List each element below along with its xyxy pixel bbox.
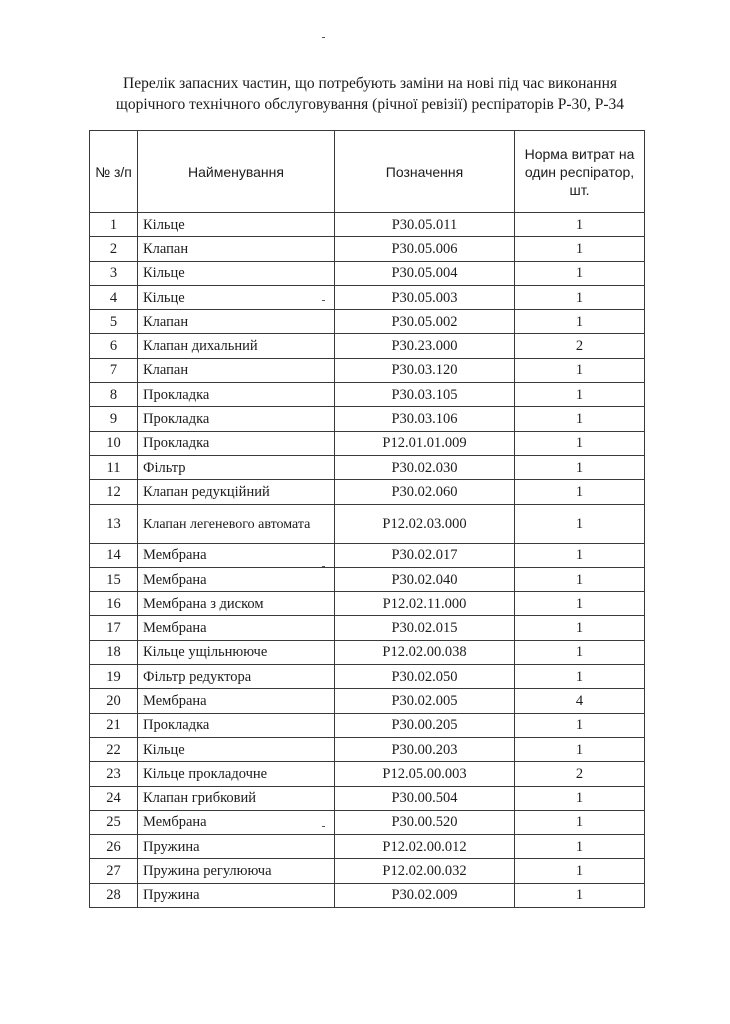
part-code: Р12.02.03.000 xyxy=(335,504,515,543)
table-row xyxy=(90,616,645,640)
part-code: Р30.02.017 xyxy=(335,543,515,567)
part-quantity: 1 xyxy=(515,665,645,689)
table-row xyxy=(90,237,645,261)
row-number: 2 xyxy=(90,237,138,261)
row-number: 11 xyxy=(90,455,138,479)
part-code: Р30.05.002 xyxy=(335,310,515,334)
part-code: Р30.02.060 xyxy=(335,480,515,504)
row-number: 27 xyxy=(90,859,138,883)
spare-parts-table xyxy=(89,130,645,908)
table-row xyxy=(90,334,645,358)
row-number: 4 xyxy=(90,285,138,309)
row-number: 10 xyxy=(90,431,138,455)
part-quantity: 1 xyxy=(515,237,645,261)
table-row xyxy=(90,543,645,567)
part-quantity: 1 xyxy=(515,713,645,737)
part-code: Р30.02.050 xyxy=(335,665,515,689)
header-num: № з/п xyxy=(90,131,138,213)
table-row xyxy=(90,640,645,664)
part-quantity: 1 xyxy=(515,567,645,591)
part-code: Р30.03.105 xyxy=(335,383,515,407)
row-number: 7 xyxy=(90,358,138,382)
row-number: 23 xyxy=(90,762,138,786)
table-row xyxy=(90,665,645,689)
row-number: 22 xyxy=(90,737,138,761)
table-row xyxy=(90,480,645,504)
part-code: Р30.05.004 xyxy=(335,261,515,285)
row-number: 1 xyxy=(90,213,138,237)
part-name: Клапан грибковий xyxy=(138,786,335,810)
part-code: Р30.02.015 xyxy=(335,616,515,640)
part-name: Кільце xyxy=(138,285,335,309)
part-code: Р30.03.106 xyxy=(335,407,515,431)
table-row xyxy=(90,567,645,591)
row-number: 16 xyxy=(90,592,138,616)
part-code: Р30.02.030 xyxy=(335,455,515,479)
part-code: Р30.02.040 xyxy=(335,567,515,591)
part-name: Кільце ущільнююче xyxy=(138,640,335,664)
table-row xyxy=(90,737,645,761)
part-quantity: 1 xyxy=(515,310,645,334)
part-code: Р30.05.003 xyxy=(335,285,515,309)
part-quantity: 1 xyxy=(515,786,645,810)
part-quantity: 1 xyxy=(515,859,645,883)
part-name: Мембрана xyxy=(138,689,335,713)
row-number: 8 xyxy=(90,383,138,407)
part-quantity: 1 xyxy=(515,431,645,455)
table-row xyxy=(90,883,645,907)
part-code: Р30.05.011 xyxy=(335,213,515,237)
header-code: Позначення xyxy=(335,131,515,213)
part-quantity: 4 xyxy=(515,689,645,713)
row-number: 20 xyxy=(90,689,138,713)
part-name: Мембрана xyxy=(138,567,335,591)
table-row xyxy=(90,592,645,616)
table-row xyxy=(90,810,645,834)
part-name: Фільтр редуктора xyxy=(138,665,335,689)
part-code: Р30.05.006 xyxy=(335,237,515,261)
part-quantity: 1 xyxy=(515,407,645,431)
part-quantity: 1 xyxy=(515,737,645,761)
table-row xyxy=(90,431,645,455)
part-quantity: 1 xyxy=(515,616,645,640)
table-row xyxy=(90,786,645,810)
row-number: 25 xyxy=(90,810,138,834)
part-quantity: 2 xyxy=(515,334,645,358)
part-name: Прокладка xyxy=(138,713,335,737)
table-row xyxy=(90,383,645,407)
table-row xyxy=(90,504,645,543)
document-title xyxy=(60,73,680,115)
table-row xyxy=(90,762,645,786)
row-number: 21 xyxy=(90,713,138,737)
part-name: Пружина xyxy=(138,835,335,859)
title-line-1: Перелік запасних частин, що потребують заміни на нові під час виконання xyxy=(123,75,617,92)
part-name: Пружина регулююча xyxy=(138,859,335,883)
part-code: Р30.00.520 xyxy=(335,810,515,834)
part-quantity: 1 xyxy=(515,810,645,834)
part-quantity: 1 xyxy=(515,213,645,237)
row-number: 9 xyxy=(90,407,138,431)
header-qty: Норма витрат на один респіратор, шт. xyxy=(515,131,645,213)
part-name: Клапан xyxy=(138,237,335,261)
row-number: 18 xyxy=(90,640,138,664)
part-code: Р30.23.000 xyxy=(335,334,515,358)
part-code: Р30.03.120 xyxy=(335,358,515,382)
title-line-2: щорічного технічного обслуговування (річної ревізії) респіраторів Р-30, Р-34 xyxy=(115,96,625,113)
row-number: 12 xyxy=(90,480,138,504)
part-quantity: 1 xyxy=(515,455,645,479)
part-quantity: 1 xyxy=(515,592,645,616)
part-quantity: 1 xyxy=(515,480,645,504)
part-name: Клапан редукційний xyxy=(138,480,335,504)
part-quantity: 1 xyxy=(515,883,645,907)
table-body xyxy=(90,213,645,908)
part-name: Прокладка xyxy=(138,407,335,431)
part-quantity: 2 xyxy=(515,762,645,786)
part-name: Мембрана xyxy=(138,616,335,640)
part-code: Р12.02.11.000 xyxy=(335,592,515,616)
part-name: Прокладка xyxy=(138,383,335,407)
row-number: 5 xyxy=(90,310,138,334)
table-row xyxy=(90,310,645,334)
table-row xyxy=(90,455,645,479)
part-code: Р12.05.00.003 xyxy=(335,762,515,786)
part-name: Мембрана xyxy=(138,543,335,567)
part-code: Р30.02.005 xyxy=(335,689,515,713)
table-header-row xyxy=(90,131,645,213)
row-number: 28 xyxy=(90,883,138,907)
part-quantity: 1 xyxy=(515,261,645,285)
row-number: 24 xyxy=(90,786,138,810)
table-row xyxy=(90,261,645,285)
part-name: Клапан дихальний xyxy=(138,334,335,358)
part-code: Р30.00.205 xyxy=(335,713,515,737)
part-name: Мембрана з диском xyxy=(138,592,335,616)
table-row xyxy=(90,285,645,309)
part-code: Р12.02.00.038 xyxy=(335,640,515,664)
row-number: 15 xyxy=(90,567,138,591)
table-row xyxy=(90,213,645,237)
part-name: Кільце xyxy=(138,213,335,237)
row-number: 19 xyxy=(90,665,138,689)
part-name: Фільтр xyxy=(138,455,335,479)
part-name: Мембрана xyxy=(138,810,335,834)
part-quantity: 1 xyxy=(515,358,645,382)
part-name: Кільце xyxy=(138,261,335,285)
part-quantity: 1 xyxy=(515,543,645,567)
part-code: Р30.02.009 xyxy=(335,883,515,907)
part-name: Клапан xyxy=(138,358,335,382)
table-row xyxy=(90,713,645,737)
part-code: Р30.00.504 xyxy=(335,786,515,810)
part-code: Р30.00.203 xyxy=(335,737,515,761)
part-code: Р12.02.00.032 xyxy=(335,859,515,883)
header-name: Найменування xyxy=(138,131,335,213)
part-quantity: 1 xyxy=(515,835,645,859)
table-row xyxy=(90,859,645,883)
part-name: Кільце xyxy=(138,737,335,761)
table-row xyxy=(90,689,645,713)
part-quantity: 1 xyxy=(515,383,645,407)
part-name-text: Клапан легеневого автомата xyxy=(143,516,311,532)
row-number: 14 xyxy=(90,543,138,567)
part-code: Р12.01.01.009 xyxy=(335,431,515,455)
part-name: Прокладка xyxy=(138,431,335,455)
table-row xyxy=(90,835,645,859)
row-number: 13 xyxy=(90,504,138,543)
scan-speck xyxy=(322,37,325,38)
row-number: 6 xyxy=(90,334,138,358)
part-name: Кільце прокладочне xyxy=(138,762,335,786)
row-number: 26 xyxy=(90,835,138,859)
table-row xyxy=(90,407,645,431)
part-quantity: 1 xyxy=(515,504,645,543)
table-row xyxy=(90,358,645,382)
row-number: 17 xyxy=(90,616,138,640)
row-number: 3 xyxy=(90,261,138,285)
part-name: Пружина xyxy=(138,883,335,907)
part-code: Р12.02.00.012 xyxy=(335,835,515,859)
part-quantity: 1 xyxy=(515,285,645,309)
part-name xyxy=(138,504,335,543)
part-quantity: 1 xyxy=(515,640,645,664)
part-name: Клапан xyxy=(138,310,335,334)
